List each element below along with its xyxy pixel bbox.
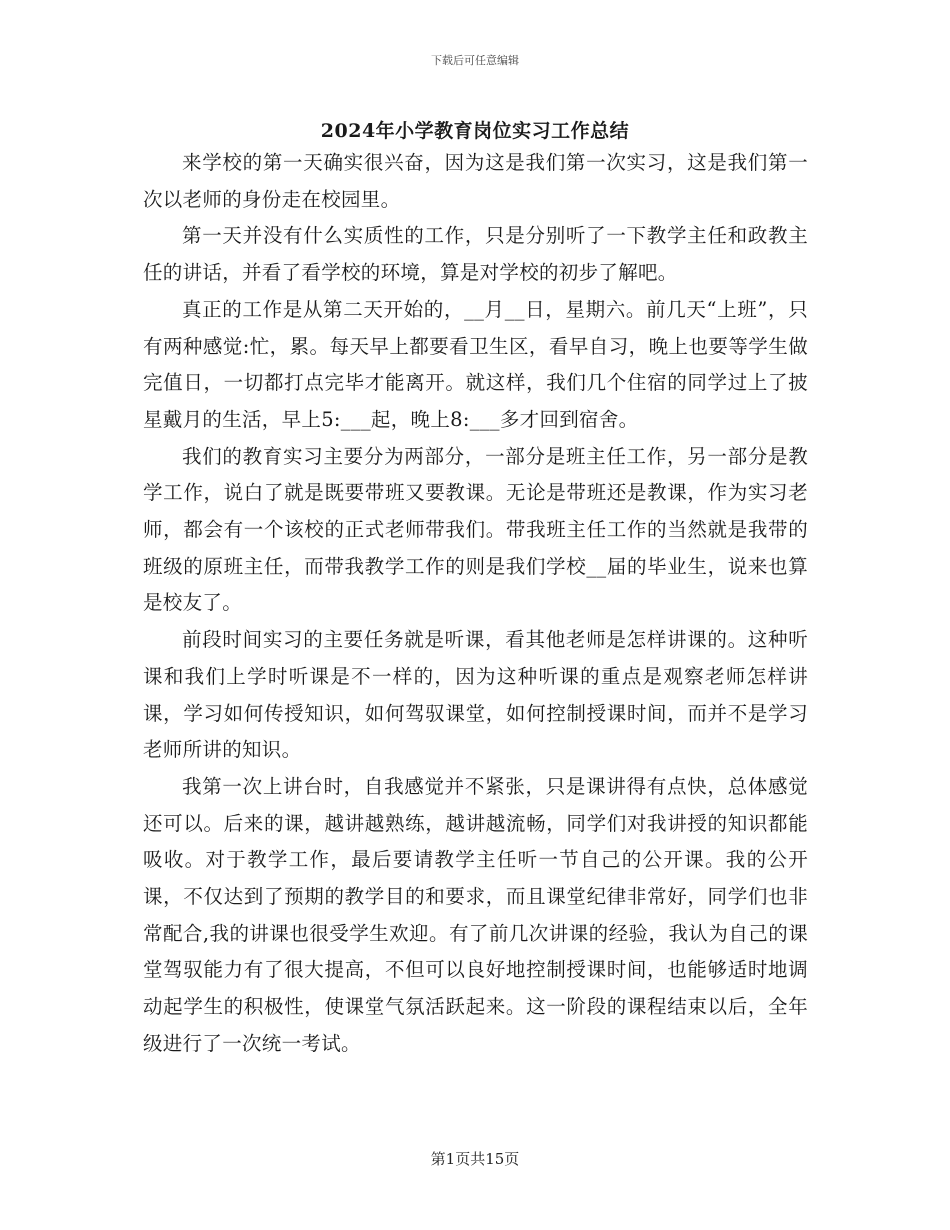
paragraph-2: 第一天并没有什么实质性的工作，只是分别听了一下教学主任和政教主任的讲话，并看了看学校的环境，算是对学校的初步了解吧。 (143, 224, 808, 285)
paragraph-3: 真正的工作是从第二天开始的，__月__日，星期六。前几天“上班”，只有两种感觉:忙，累。每天早上都要看卫生区，看早自习，晚上也要等学生做完值日，一切都打点完毕才能离开。就这样，我们几个住宿的同学过上了披星戴月的生活，早上5:___起，晚上8:___多才回到宿舍。 (143, 297, 808, 431)
header-note: 下载后可任意编辑 (431, 54, 519, 67)
document-title: 2024年小学教育岗位实习工作总结 (320, 120, 630, 142)
paragraph-4: 我们的教育实习主要分为两部分，一部分是班主任工作，另一部分是教学工作，说白了就是既要带班又要教课。无论是带班还是教课，作为实习老师，都会有一个该校的正式老师带我们。带我班主任工作的当然就是我带的班级的原班主任，而带我教学工作的则是我们学校__届的毕业生，说来也算是校友了。 (143, 444, 808, 615)
paragraph-5: 前段时间实习的主要任务就是听课，看其他老师是怎样讲课的。这种听课和我们上学时听课是不一样的，因为这种听课的重点是观察老师怎样讲课，学习如何传授知识，如何驾驭课堂，如何控制授课时间，而并不是学习老师所讲的知识。 (143, 628, 808, 762)
paragraph-1: 来学校的第一天确实很兴奋，因为这是我们第一次实习，这是我们第一次以老师的身份走在校园里。 (143, 151, 808, 211)
page-number-footer: 第1页共15页 (430, 1150, 520, 1168)
document-body (143, 145, 808, 1063)
paragraph-6: 我第一次上讲台时，自我感觉并不紧张，只是课讲得有点快，总体感觉还可以。后来的课，越讲越熟练，越讲越流畅，同学们对我讲授的知识都能吸收。对于教学工作，最后要请教学主任听一节自己的公开课。我的公开课，不仅达到了预期的教学目的和要求，而且课堂纪律非常好，同学们也非常配合,我的讲课也很受学生欢迎。有了前几次讲课的经验，我认为自己的课堂驾驭能力有了很大提高，不但可以良好地控制授课时间，也能够适时地调动起学生的积极性，使课堂气氛活跃起来。这一阶段的课程结束以后，全年级进行了一次统一考试。 (143, 774, 808, 1055)
